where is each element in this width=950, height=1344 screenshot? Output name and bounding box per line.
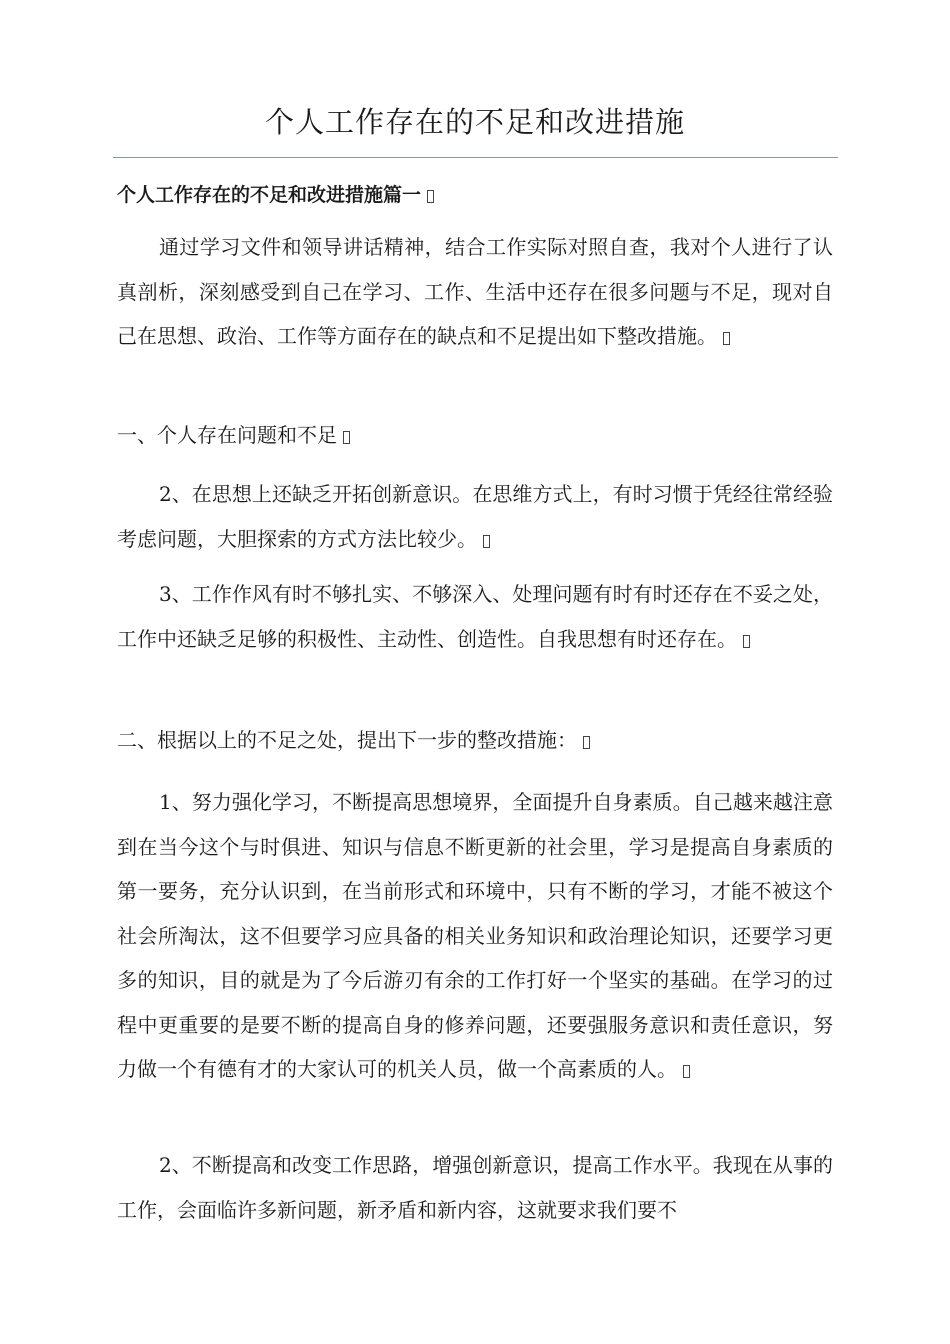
- section-heading: [117, 180, 434, 210]
- paragraph-mark-icon: [683, 1065, 690, 1078]
- paragraph-mark-icon: [427, 190, 434, 203]
- paragraph-problem-3: [117, 572, 833, 661]
- paragraph-mark-icon: [583, 736, 590, 749]
- paragraph-text: 2、在思想上还缺乏开拓创新意识。在思维方式上，有时习惯于凭经往常经验考虑问题，大胆探索的方式方法比较少。: [117, 482, 833, 551]
- paragraph-mark-icon: [343, 431, 350, 444]
- section-heading-text: 个人工作存在的不足和改进措施篇一: [117, 184, 422, 206]
- paragraph-mark-icon: [743, 635, 750, 648]
- paragraph-mark-icon: [723, 332, 730, 345]
- paragraph-text: 1、努力强化学习，不断提高思想境界，全面提升自身素质。自己越来越注意到在当今这个与时俱进、知识与信息不断更新的社会里，学习是提高自身素质的第一要务，充分认识到，在当前形式和环境中，只有不断的学习，才能不被这个社会所淘汰，这不但要学习应具备的相关业务知识和政治理论知识，还要学习更多的知识，目的就是为了今后游刃有余的工作打好一个坚实的基础。在学习的过程中更重要的是要不断的提高自身的修养问题，还要强服务意识和责任意识，努力做一个有德有才的大家认可的机关人员，做一个高素质的人。: [117, 790, 833, 1081]
- paragraph-measure-1: [117, 780, 833, 1092]
- paragraph-measure-2: [117, 1143, 833, 1232]
- title-divider: [113, 157, 838, 158]
- paragraph-text: 二、根据以上的不足之处，提出下一步的整改措施：: [117, 728, 577, 752]
- paragraph-text: 2、不断提高和改变工作思路，增强创新意识，提高工作水平。我现在从事的工作，会面临许多新问题，新矛盾和新内容，这就要求我们要不: [117, 1153, 833, 1222]
- paragraph-mark-icon: [483, 535, 490, 548]
- document-title: 个人工作存在的不足和改进措施: [264, 105, 685, 139]
- paragraph-text: 通过学习文件和领导讲话精神，结合工作实际对照自查，我对个人进行了认真剖析，深刻感受到自己在学习、工作、生活中还存在很多问题与不足，现对自己在思想、政治、工作等方面存在的缺点和不足提出如下整改措施。: [117, 235, 833, 348]
- paragraph-text: 一、个人存在问题和不足: [117, 423, 337, 447]
- paragraph-intro: [117, 225, 833, 359]
- paragraph-heading-measures: [117, 718, 833, 763]
- paragraph-heading-problems: [117, 413, 833, 458]
- paragraph-problem-2: [117, 472, 833, 561]
- paragraph-text: 3、工作作风有时不够扎实、不够深入、处理问题有时有时还存在不妥之处，工作中还缺乏足够的积极性、主动性、创造性。自我思想有时还存在。: [117, 582, 833, 651]
